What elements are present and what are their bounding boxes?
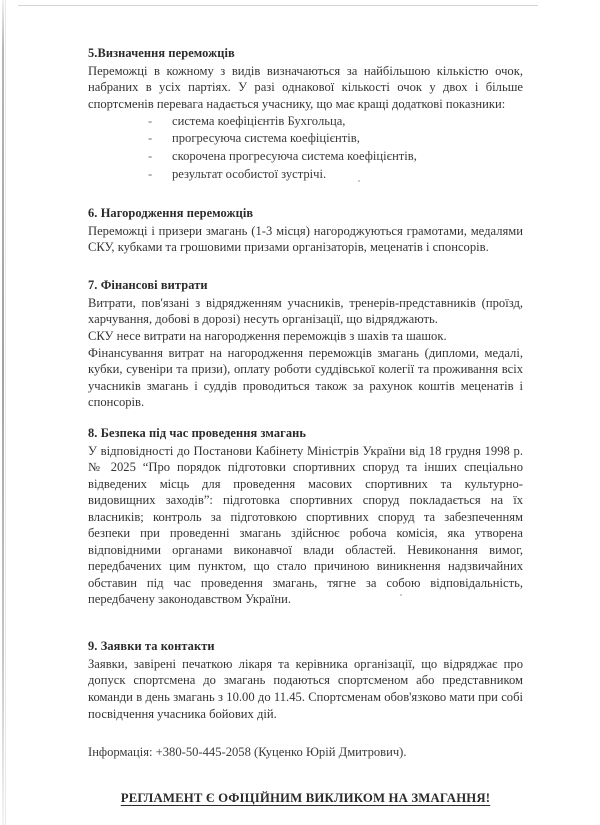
scan-page-edge-line bbox=[5, 0, 6, 825]
section-safety-during-competition bbox=[88, 426, 523, 608]
section-6-paragraph-1: Переможці і призери змагань (1-3 місця) нагороджуються грамотами, медалями СКУ, кубками та грошовими призами організаторів, меценатів і спонсорів. bbox=[88, 223, 523, 255]
dash-bullet-icon: - bbox=[148, 149, 153, 164]
spacer bbox=[88, 630, 523, 639]
section-7-paragraph-3: Фінансування витрат на нагородження переможців змагань (дипломи, медалі, кубки, сувеніри та призи), оплату роботи суддівської колегії та проживання всіх учасників змагань і суддів проводиться також за рахунок коштів меценатів і спонсорів. bbox=[88, 345, 523, 410]
official-invitation-notice-text: РЕГЛАМЕНТ Є ОФІЦІЙНИМ ВИКЛИКОМ НА ЗМАГАННЯ! bbox=[120, 791, 491, 806]
section-8-paragraph-1: У відповідності до Постанови Кабінету Міністрів України від 18 грудня 1998 р. № 2025 “Про порядок підготовки спортивних споруд та інших спеціально відведених місць для проведення масових спортивних та культурно-видовищних заходів”: підготовка спортивних споруд покладається на їх власників; контроль за підготовкою спортивних споруд та забезпеченням безпеки при проведенні змагань здійснює робоча комісія, яка утворена відповідними органами виконавчої влади областей. Невиконання вимог, передбачених цим пунктом, що стало причиною виникнення надзвичайних обставин під час проведення змагань, тягне за собою відповідальність, передбачену законодавством України. bbox=[88, 443, 523, 607]
section-winners-determination bbox=[88, 46, 523, 184]
scan-speck bbox=[358, 180, 360, 182]
dash-bullet-icon: - bbox=[148, 167, 153, 182]
section-heading-8: 8. Безпека під час проведення змагань bbox=[88, 425, 307, 440]
contact-information-line: Інформація: +380-50-445-2058 (Куценко Юрій Дмитрович). bbox=[88, 745, 407, 760]
spacer bbox=[88, 184, 523, 206]
section-heading-9: 9. Заявки та контакти bbox=[88, 639, 215, 654]
spacer bbox=[88, 722, 523, 744]
list-item-label: система коефіцієнтів Бухгольца, bbox=[172, 113, 346, 128]
list-item-label: скорочена прогресуюча система коефіцієнтів, bbox=[172, 149, 417, 164]
section-7-paragraph-2: СКУ несе витрати на нагородження переможців з шахів та шашок. bbox=[88, 328, 447, 343]
list-item bbox=[148, 130, 523, 148]
section-7-paragraph-1: Витрати, пов'язані з відрядженням учасників, тренерів-представників (проїзд, харчування, добові в дорозі) несуть організації, що відряджають. bbox=[88, 295, 523, 327]
spacer bbox=[88, 411, 523, 426]
dash-bullet-icon: - bbox=[148, 113, 153, 128]
section-heading-5: 5.Визначення переможців bbox=[88, 46, 235, 60]
list-item bbox=[148, 166, 523, 184]
section-applications-and-contacts bbox=[88, 639, 523, 722]
list-item-label: прогресуюча система коефіцієнтів, bbox=[172, 131, 360, 146]
official-invitation-notice bbox=[88, 791, 523, 806]
spacer bbox=[88, 256, 523, 278]
list-item-label: результат особистої зустрічі. bbox=[172, 167, 327, 182]
section-5-paragraph-1: Переможці в кожному з видів визначаються за найбільшою кількістю очок, набраних в усіх партіях. У разі однакової кількості очок у двох і більше спортсменів перевага надається учаснику, що має кращі додаткові показники: bbox=[88, 63, 523, 111]
spacer bbox=[88, 760, 523, 782]
section-heading-7: 7. Фінансові витрати bbox=[88, 277, 208, 292]
scan-page-top-line bbox=[18, 5, 538, 6]
scan-page-edge-shadow bbox=[2, 0, 4, 825]
list-item bbox=[148, 113, 523, 131]
winners-tiebreak-list bbox=[88, 113, 523, 185]
section-financial-expenses bbox=[88, 278, 523, 411]
scan-speck bbox=[400, 594, 402, 596]
list-item bbox=[148, 148, 523, 166]
spacer bbox=[88, 608, 523, 630]
dash-bullet-icon: - bbox=[148, 131, 153, 146]
section-9-paragraph-1: Заявки, завірені печаткою лікаря та керівника організації, що відряджає про допуск спортсмена до змагань подаються спортсменом або представником команди в день змагань з 10.00 до 11.45. Спортсменам обов'язково мати при собі посвідчення учасника бойових дій. bbox=[88, 656, 523, 721]
document-body bbox=[88, 46, 523, 806]
spacer bbox=[88, 782, 523, 791]
section-awarding-winners bbox=[88, 206, 523, 256]
section-heading-6: 6. Нагородження переможців bbox=[88, 206, 254, 221]
